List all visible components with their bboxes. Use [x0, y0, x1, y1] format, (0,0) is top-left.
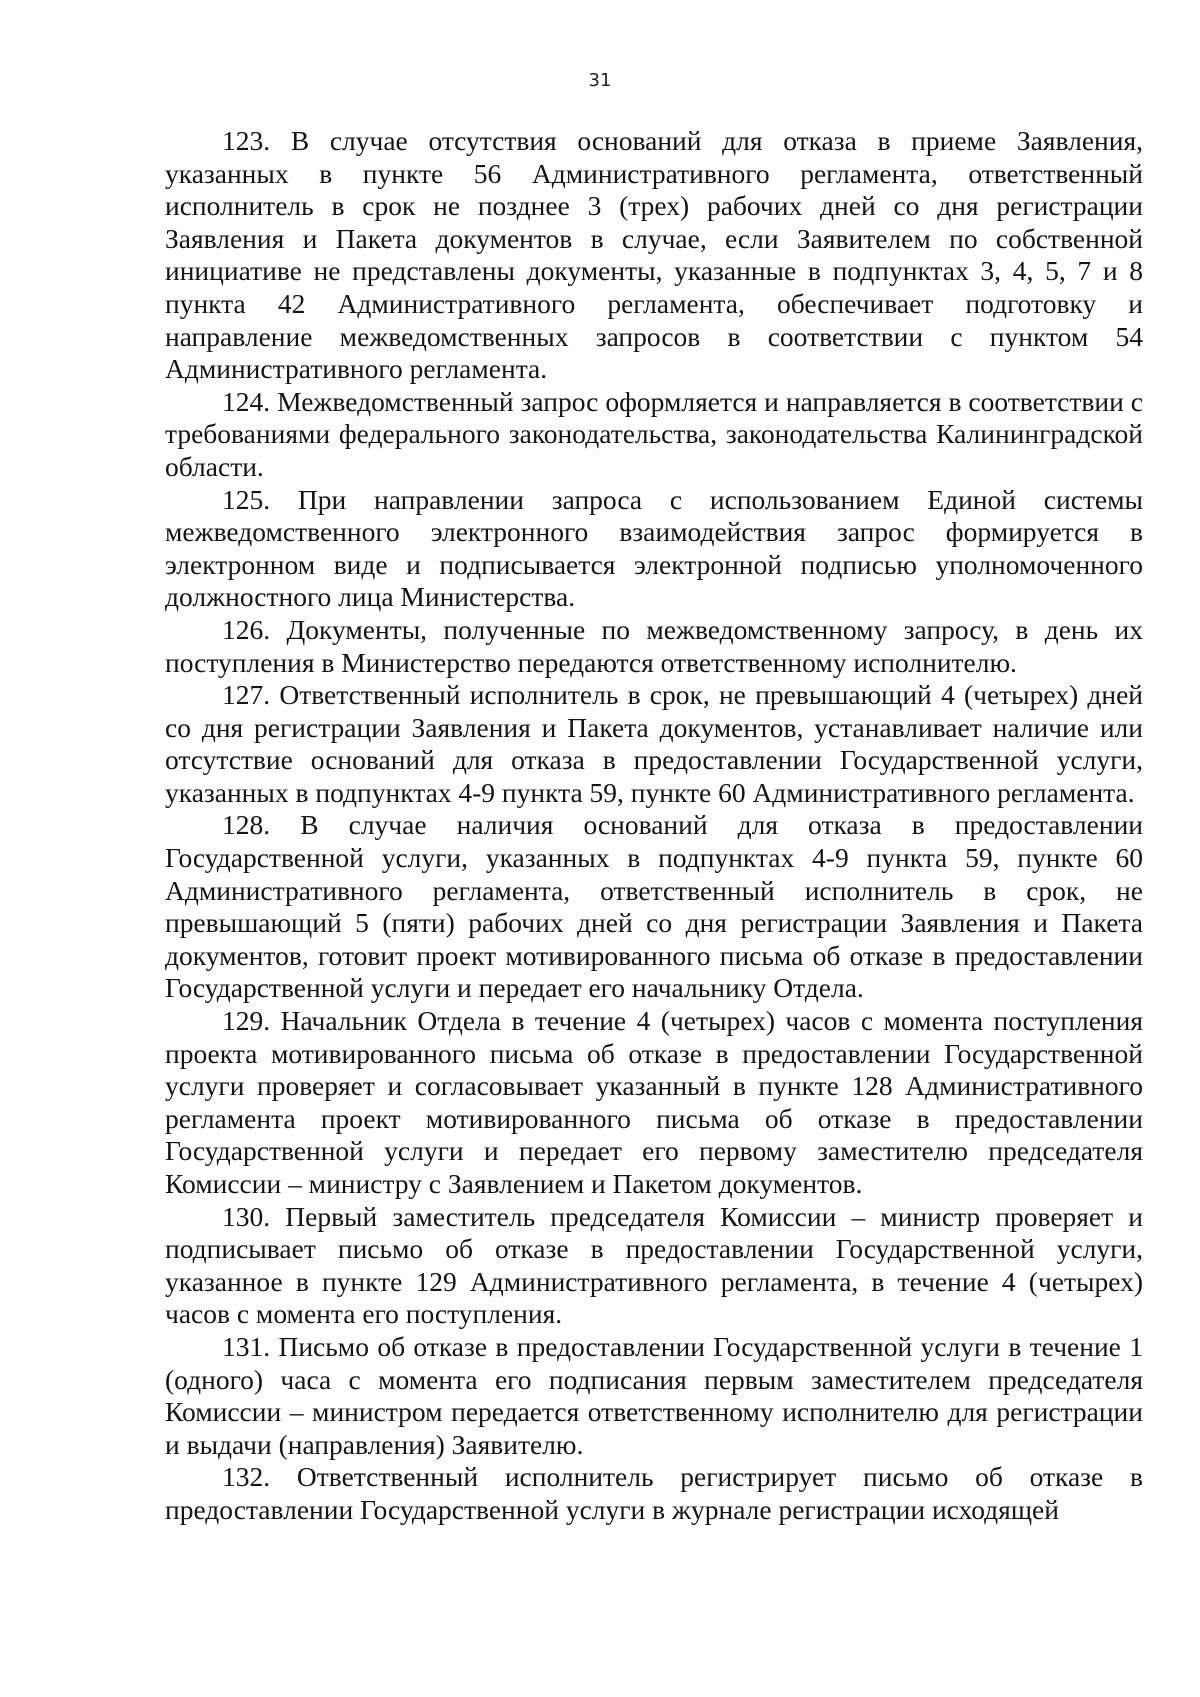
- paragraph-125: [165, 484, 1143, 614]
- paragraph-number: 128.: [222, 809, 271, 841]
- paragraph-128: [165, 809, 1143, 1005]
- paragraph-127: [165, 679, 1143, 809]
- paragraph-number: 130.: [222, 1200, 271, 1232]
- paragraph-text: Документы, полученные по межведомственному запросу, в день их поступления в Министерство передаются ответственному исполнителю.: [165, 613, 1144, 678]
- paragraph-number: 126.: [222, 613, 271, 645]
- paragraph-123: [165, 125, 1143, 386]
- paragraph-126: [165, 614, 1143, 679]
- paragraph-number: 127.: [222, 679, 271, 711]
- paragraph-124: [165, 386, 1143, 484]
- paragraph-text: При направлении запроса с использованием Единой системы межведомственного электронного взаимодействия запрос формируется в электронном виде и подписывается электронной подписью уполномоченного должностного лица Министерства.: [165, 483, 1144, 613]
- paragraph-132: [165, 1461, 1143, 1526]
- paragraph-text: Начальник Отдела в течение 4 (четырех) часов с момента поступления проекта мотивированного письма об отказе в предоставлении Государственной услуги проверяет и согласовывает указанный в пункте 128 Административного регламента проект мотивированного письма об отказе в предоставлении Государственной услуги и передает его первому заместителю председателя Комиссии – министру с Заявлением и Пакетом документов.: [165, 1005, 1143, 1199]
- paragraph-text: Ответственный исполнитель регистрирует письмо об отказе в предоставлении Государственной услуги в журнале регистрации исходящей: [165, 1461, 1143, 1525]
- paragraph-number: 129.: [222, 1005, 271, 1037]
- paragraph-129: [165, 1005, 1143, 1201]
- document-body: [165, 125, 1143, 1527]
- paragraph-number: 123.: [222, 125, 271, 156]
- paragraph-text: В случае наличия оснований для отказа в предоставлении Государственной услуги, указанных в подпунктах 4-9 пункта 59, пункте 60 Административного регламента, ответственный исполнитель в срок, не превышающий 5 (пяти) рабочих дней со дня регистрации Заявления и Пакета документов, готовит проект мотивированного письма об отказе в предоставлении Государственной услуги и передает его начальнику Отдела.: [165, 809, 1144, 1004]
- paragraph-text: Ответственный исполнитель в срок, не превышающий 4 (четырех) дней со дня регистрации Заявления и Пакета документов, устанавливает наличие или отсутствие оснований для отказа в предоставлении Государственной услуги, указанных в подпунктах 4-9 пункта 59, пункте 60 Административного регламента.: [165, 679, 1143, 808]
- paragraph-130: [165, 1201, 1143, 1331]
- paragraph-number: 131.: [222, 1330, 271, 1362]
- paragraph-text: Первый заместитель председателя Комиссии – министр проверяет и подписывает письмо об отказе в предоставлении Государственной услуги, указанное в пункте 129 Административного регламента, в течение 4 (четырех) часов с момента его поступления.: [165, 1200, 1143, 1330]
- paragraph-number: 132.: [222, 1461, 271, 1493]
- paragraph-number: 124.: [222, 385, 271, 417]
- paragraph-text: Межведомственный запрос оформляется и направляется в соответствии с требованиями федерального законодательства, законодательства Калининградской области.: [165, 385, 1143, 482]
- paragraph-text: В случае отсутствия оснований для отказа в приеме Заявления, указанных в пункте 56 Административного регламента, ответственный исполнитель в срок не позднее 3 (трех) рабочих дней со дня регистрации Заявления и Пакета документов в случае, если Заявителем по собственной инициативе не представлены документы, указанные в подпунктах 3, 4, 5, 7 и 8 пункта 42 Административного регламента, обеспечивает подготовку и направление межведомственных запросов в соответствии с пунктом 54 Административного регламента.: [165, 125, 1143, 385]
- page-number: 31: [588, 70, 612, 91]
- paragraph-text: Письмо об отказе в предоставлении Государственной услуги в течение 1 (одного) часа с момента его подписания первым заместителем председателя Комиссии – министром передается ответственному исполнителю для регистрации и выдачи (направления) Заявителю.: [165, 1330, 1143, 1460]
- paragraph-number: 125.: [222, 483, 271, 515]
- paragraph-131: [165, 1331, 1143, 1461]
